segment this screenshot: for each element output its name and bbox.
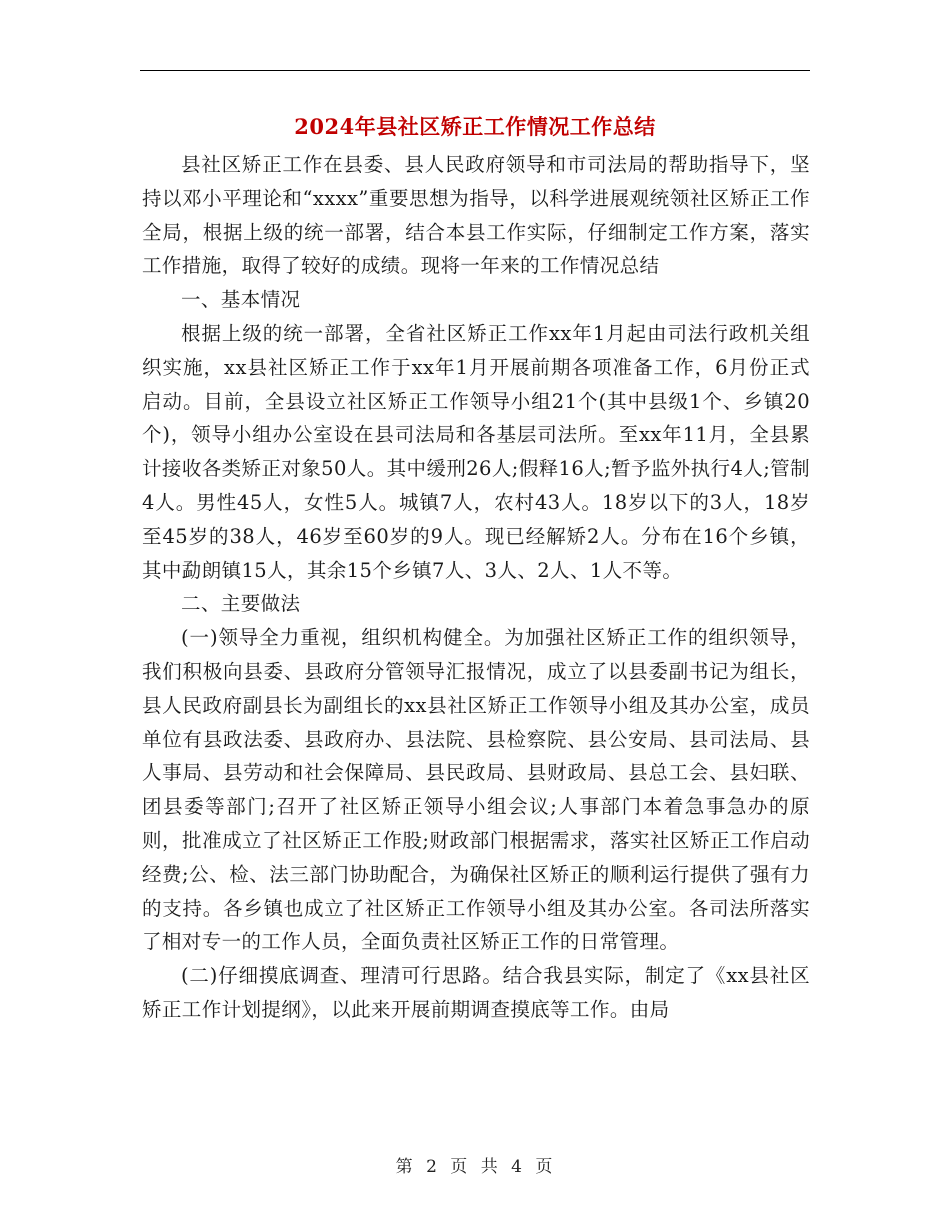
document-title: 2024年县社区矫正工作情况工作总结 (294, 114, 656, 139)
footer-label-total: 共 (480, 1157, 500, 1177)
section-heading-basic: 一、基本情况 (181, 288, 301, 312)
footer-label-page: 第 (395, 1157, 415, 1177)
page-footer (0, 1152, 950, 1177)
document-body (142, 148, 810, 1027)
paragraph-survey: (二)仔细摸底调查、理清可行思路。结合我县实际，制定了《xx县社区矫正工作计划提纲》，以此来开展前期调查摸底等工作。由局 (142, 964, 810, 1021)
footer-label-page-unit: 页 (450, 1157, 470, 1177)
header-rule (140, 70, 810, 71)
footer-total-pages: 4 (511, 1157, 524, 1177)
paragraph-intro: 县社区矫正工作在县委、县人民政府领导和市司法局的帮助指导下，坚持以邓小平理论和“xxxx”重要思想为指导，以科学进展观统领社区矫正工作全局，根据上级的统一部署，结合本县工作实际，仔细制定工作方案，落实工作措施，取得了较好的成绩。现将一年来的工作情况总结 (142, 153, 810, 278)
paragraph-leadership: (一)领导全力重视，组织机构健全。为加强社区矫正工作的组织领导，我们积极向县委、县政府分管领导汇报情况，成立了以县委副书记为组长，县人民政府副县长为副组长的xx县社区矫正工作领导小组及其办公室，成员单位有县政法委、县政府办、县法院、县检察院、县公安局、县司法局、县人事局、县劳动和社会保障局、县民政局、县财政局、县总工会、县妇联、团县委等部门;召开了社区矫正领导小组会议;人事部门本着急事急办的原则，批准成立了社区矫正工作股;财政部门根据需求，落实社区矫正工作启动经费;公、检、法三部门协助配合，为确保社区矫正的顺利运行提供了强有力的支持。各乡镇也成立了社区矫正工作领导小组及其办公室。各司法所落实了相对专一的工作人员，全面负责社区矫正工作的日常管理。 (142, 626, 810, 954)
section-heading-practices: 二、主要做法 (181, 592, 301, 616)
paragraph-basic: 根据上级的统一部署，全省社区矫正工作xx年1月起由司法行政机关组织实施，xx县社区矫正工作于xx年1月开展前期各项准备工作，6月份正式启动。目前，全县设立社区矫正工作领导小组21个(其中县级1个、乡镇20个)，领导小组办公室设在县司法局和各基层司法所。至xx年11月，全县累计接收各类矫正对象50人。其中缓刑26人;假释16人;暂予监外执行4人;管制4人。男性45人，女性5人。城镇7人，农村43人。18岁以下的3人，18岁至45岁的38人，46岁至60岁的9人。现已经解矫2人。分布在16个乡镇，其中勐朗镇15人，其余15个乡镇7人、3人、2人、1人不等。 (142, 321, 810, 582)
footer-current-page: 2 (426, 1157, 439, 1177)
footer-label-total-unit: 页 (535, 1157, 555, 1177)
